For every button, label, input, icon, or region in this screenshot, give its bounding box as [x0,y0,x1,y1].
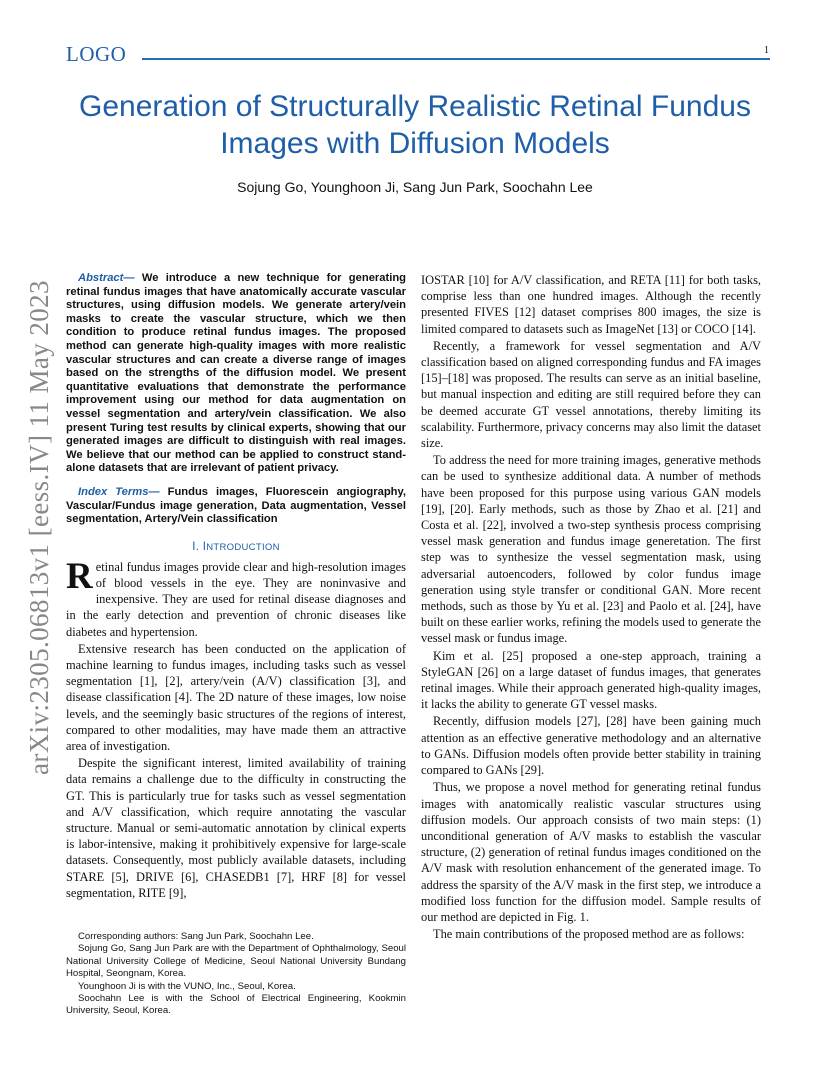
footnote-affiliation-2: Younghoon Ji is with the VUNO, Inc., Seoul, Korea. [78,980,296,992]
right-column [421,272,761,943]
section-heading-introduction [66,541,406,553]
paper-title: Generation of Structurally Realistic Retinal Fundus Images with Diffusion Models [79,90,751,160]
abstract-text: We introduce a new technique for generating retinal fundus images that have anatomically accurate vascular structures, using diffusion models. We generate artery/vein masks to create the vascular structure, which we then condition to produce retinal fundus images. The proposed method can generate high-quality images with more realistic vascular structures and can create a diverse range of images based on the strengths of the diffusion model. We present quantitative evaluations that demonstrate the performance improvement using our method for data augmentation on vessel segmentation and artery/vein classification. We also present Turing test results by clinical experts, showing that our generated images are difficult to distinguish with real images. We believe that our method can be applied to construct stand-alone datasets that are irrelevant of patient privacy. [66,272,406,475]
page-number: 1 [764,45,769,56]
abstract [66,272,406,476]
section-title-rest: NTRODUCTION [206,541,280,553]
intro-paragraph-1 [66,555,406,640]
section-number: I. [192,540,203,553]
index-terms-label: Index Terms— [78,485,160,498]
journal-logo: LOGO [66,42,127,66]
footnotes [66,931,406,1018]
header-rule [142,58,770,60]
section-title-initial: I [202,540,207,553]
right-paragraph-2: Recently, a framework for vessel segmentation and A/V classification based on aligned corresponding fundus and FA images [15]–[18] was proposed. The results can serve as an initial baseline, but manual inspection and editing are still required before they can be deemed accurate GT vessel annotations, thereby limiting its scalability. Furthermore, privacy concerns may also limit the dataset size. [421,338,761,451]
right-paragraph-7: The main contributions of the proposed method are as follows: [433,927,745,942]
index-terms-text: Fundus images, Fluorescein angiography, Vascular/Fundus image generation, Data augmentation, Vessel segmentation, Artery/Vein classification [66,485,406,526]
right-paragraph-1: IOSTAR [10] for A/V classification, and RETA [11] for both tasks, comprise less than one hundred images. Although the recently presented FIVES [12] dataset comprises 800 images, the size is limited compared to datasets such as ImageNet [13] or COCO [14]. [421,273,761,336]
footnote-affiliation-1: Sojung Go, Sang Jun Park are with the Department of Ophthalmology, Seoul National University College of Medicine, Seoul National University Bundang Hospital, Seongnam, Korea. [66,943,406,980]
index-terms [66,486,406,527]
left-column [66,272,406,902]
drop-cap: R [66,555,93,597]
author-list: Sojung Go, Younghoon Ji, Sang Jun Park, Soochahn Lee [237,179,593,195]
abstract-label: Abstract— [78,272,135,284]
right-paragraph-5: Recently, diffusion models [27], [28] have been gaining much attention as an effective generative methodology and an alternative to GANs. Diffusion models often provide better stability in training compared to GANs [29]. [421,714,761,778]
intro-paragraph-3: Despite the significant interest, limited availability of training data remains a challenge due to the difficulty in constructing the GT. This is particularly true for tasks such as vessel segmentation and A/V classification, which require annotating the vascular structure. Manual or semi-automatic annotation by clinical experts is labor-intensive, making it prohibitively expensive for large-scale datasets. Consequently, most publicly available datasets, including STARE [5], DRIVE [6], CHASEDB1 [7], HRF [8] for vessel segmentation, RITE [9], [66,756,406,900]
right-paragraph-3: To address the need for more training images, generative methods can be used to synthesize additional data. A number of methods have been proposed for this purpose using various GAN models [19], [20]. Early methods, such as those by Zhao et al. [21] and Costa et al. [22], involved a two-step synthesis process comprising vessel mask generation and fundus image generetation. The first step was to synthesize the vessel segmentation mask, using adversarial autoencoders, followed by color fundus image generation using style transfer or conditional GAN. More recent methods, such as those by Yu et al. [23] and Paolo et al. [24], have built on these earlier works, refining the models used to generate the vessel mask or fundus image. [421,453,761,646]
footnote-corresponding: Corresponding authors: Sang Jun Park, Soochahn Lee. [78,931,314,942]
footnote-affiliation-3: Soochahn Lee is with the School of Electrical Engineering, Kookmin University, Seoul, Korea. [66,993,406,1017]
intro-paragraph-2: Extensive research has been conducted on the application of machine learning to fundus images, including tasks such as vessel segmentation [1], [2], artery/vein (A/V) classification [3], and disease classification [4]. The 2D nature of these images, low noise levels, and the seemingly basic structures of the regions of interest, compared to other modalities, may have made them an attractive area of investigation. [66,641,406,753]
arxiv-identifier: arXiv:2305.06813v1 [eess.IV] 11 May 2023 [24,280,54,775]
right-paragraph-6: Thus, we propose a novel method for generating retinal fundus images with anatomically realistic vascular structures using diffusion models. Our approach consists of two main steps: (1) unconditional generation of A/V masks to establish the vascular structure, (2) generation of retinal fundus images conditioned on the A/V mask with resolution enhancement of the generated image. To address the sparsity of the A/V mask in the first step, we introduce a modified loss function for the diffusion model. Sample results of our method are depicted in Fig. 1. [421,780,761,924]
intro-paragraph-1-text: etinal fundus images provide clear and high-resolution images of blood vessels in the eye. They are noninvasive and inexpensive. They are used for retinal disease diagnoses and in the early detection and prevention of chronic diseases like diabetes and hypertension. [66,559,406,639]
right-paragraph-4: Kim et al. [25] proposed a one-step approach, training a StyleGAN [26] on a large dataset of fundus images, that generates retinal images. While their approach generated high-quality images, it lacks the ability to generate GT vessel masks. [421,648,761,712]
